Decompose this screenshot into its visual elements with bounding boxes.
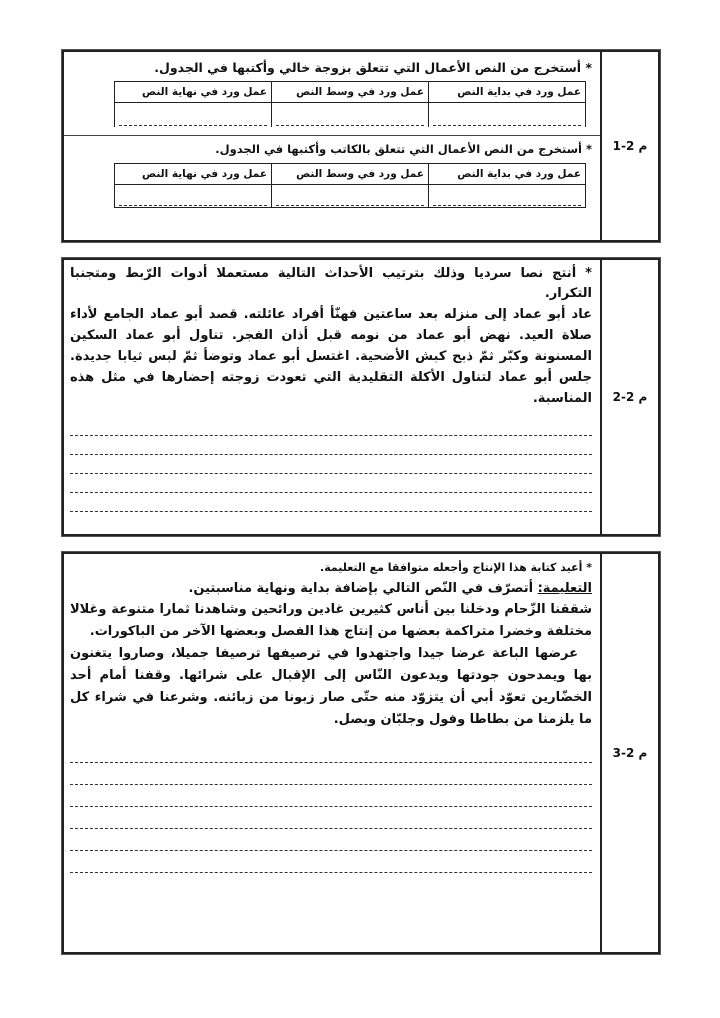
col-header-middle: عمل ورد في وسط النص (272, 164, 429, 185)
answer-cell[interactable] (429, 103, 586, 128)
exercise-content (64, 260, 600, 534)
exercise-label: م 2-2 (600, 260, 658, 534)
events-text: عاد أبو عماد إلى منزله بعد ساعتين فهنّأ أفراد عائلته. قصد أبو عماد الجامع لأداء صلاة العيد. نهض أبو عماد من نومه قبل أذان الفجر. تناول أبو عماد السكين المسنونة وكبّر ثمّ ذبح كبش الأضحية. اغتسل أبو عماد وتوضأ ثمّ لبس ثيابا جديدة. جلس أبو عماد لتناول الأكلة التقليدية التي تعودت زوجته إحضارها في مثل هذه المناسبة. (70, 307, 592, 406)
paragraph-2: عرضها الباعة عرضا جيدا واجتهدوا في ترصيفها ترصيفا جميلا، وصاروا يتغنون بها ويمدحون جودتها ويدعون النّاس إلى الإقبال على شرائها. وقفنا أمام أحد الخضّارين تعوّد أبي أن يتزوّد منه حتّى صار زبونا من زبائنه. وشرعنا في شراء كل ما يلزمنا من بطاطا وفول وجلبّان وبصل. (70, 646, 592, 727)
instruction: * أنتج نصا سرديا وذلك بترتيب الأحداث التالية مستعملا أدوات الرّبط ومتجنبا التكرار. (70, 266, 592, 301)
instruction: * أعيد كتابة هذا الإنتاج وأجعله متوافقا مع التعليمة. (320, 561, 592, 574)
answer-line[interactable] (70, 455, 592, 474)
answer-line[interactable] (70, 829, 592, 851)
col-header-start: عمل ورد في بداية النص (429, 164, 586, 185)
answer-line[interactable] (70, 807, 592, 829)
answer-line[interactable] (70, 474, 592, 493)
answer-line[interactable] (70, 785, 592, 807)
task-text: أتصرّف في النّص التالي بإضافة بداية ونهاية مناسبتين. (188, 581, 538, 596)
exercise-content (64, 554, 600, 952)
col-header-start: عمل ورد في بداية النص (429, 82, 586, 103)
paragraph-1: شققنا الزّحام ودخلنا بين أناس كثيرين غادين ورائحين وشاهدنا ثمارا متنوعة وغلالا مختلفة وخضرا متراكمة بعضها من إنتاج هذا الفصل وبعضها الآخر من الباكورات. (70, 602, 592, 639)
answer-line[interactable] (70, 493, 592, 512)
answer-line[interactable] (70, 763, 592, 785)
answer-line[interactable] (70, 741, 592, 763)
answer-cell[interactable] (272, 185, 429, 208)
col-header-end: عمل ورد في نهاية النص (115, 164, 272, 185)
exercise-block-2 (62, 258, 660, 536)
task-line (70, 579, 592, 599)
question-wife: * أستخرج من النص الأعمال التي تتعلق بزوجة خالي وأكتبها في الجدول. (154, 60, 592, 75)
divider (64, 135, 600, 136)
table-wife (114, 81, 586, 127)
answer-cell[interactable] (115, 103, 272, 128)
exercise-block-3 (62, 552, 660, 954)
table-writer (114, 163, 586, 208)
exercise-label: م 2-3 (600, 554, 658, 952)
answer-line[interactable] (70, 436, 592, 455)
col-header-middle: عمل ورد في وسط النص (272, 82, 429, 103)
answer-cell[interactable] (115, 185, 272, 208)
answer-lines[interactable] (70, 417, 592, 512)
task-prefix: التعليمة: (537, 581, 592, 596)
exercise-block-1 (62, 50, 660, 242)
answer-line[interactable] (70, 851, 592, 873)
exercise-content (64, 52, 600, 240)
col-header-end: عمل ورد في نهاية النص (115, 82, 272, 103)
answer-cell[interactable] (429, 185, 586, 208)
answer-cell[interactable] (272, 103, 429, 128)
answer-lines[interactable] (70, 741, 592, 873)
question-writer: * أستخرج من النص الأعمال التي تتعلق بالكاتب وأكتبها في الجدول. (215, 142, 592, 156)
exercise-label: م 2-1 (600, 52, 658, 240)
answer-line[interactable] (70, 417, 592, 436)
